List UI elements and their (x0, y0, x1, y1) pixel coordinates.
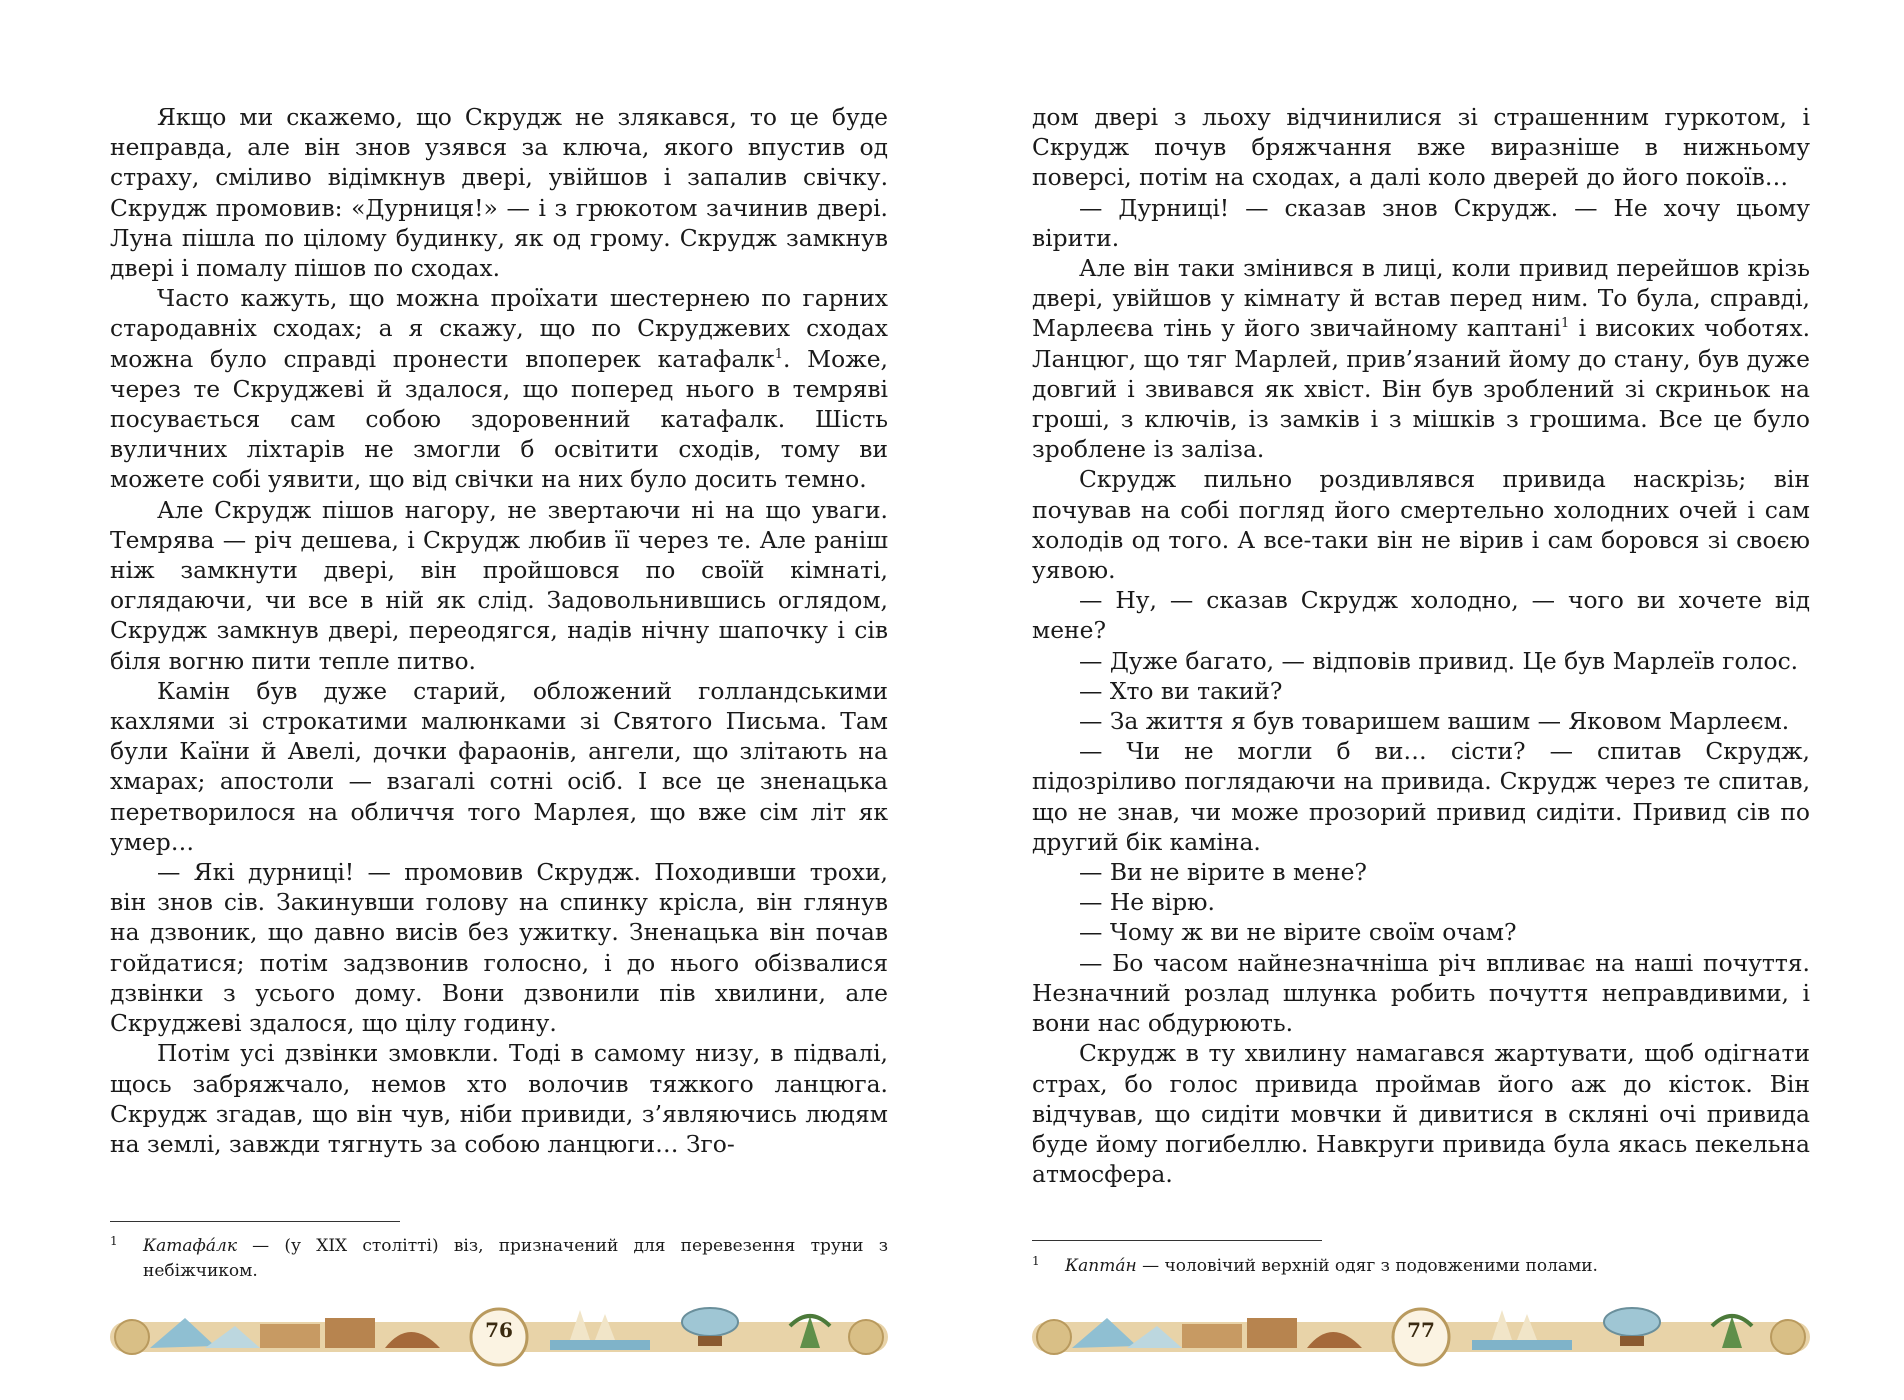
paragraph: Скрудж пильно роздивлявся привида наскрізь; він почував на собі погляд його смертельно холодних очей і сам холодів од того. А все-таки він не вірив і сам боровся зі своєю уявою. (1032, 465, 1810, 585)
footnote-text: — чоловічий верхній одяг з подовженими полами. (1136, 1256, 1598, 1276)
footnote-text: — (у XIX столітті) віз, призначений для перевезення труни з небіжчиком. (143, 1236, 888, 1281)
paragraph: — Ну, — сказав Скрудж холодно, — чого ви хочете від мене? (1032, 586, 1810, 645)
paragraph: — Ви не вірите в мене? (1079, 858, 1367, 887)
footnote-number: 1 (1032, 1254, 1040, 1268)
footnote-body (110, 1234, 888, 1284)
footnote-rule (1032, 1240, 1322, 1241)
left-page (110, 0, 888, 1400)
paragraph (110, 283, 888, 494)
paragraph: Скрудж в ту хвилину намагався жартувати, щоб одігнати страх, бо голос привида проймав його аж до кісток. Він відчував, що сидіти мовчки й дивитися в скляні очі привида буде йому погибеллю. Навкруги привида була якась пекельна атмосфера. (1032, 1039, 1810, 1189)
footnote-marker: 1 (1561, 316, 1570, 332)
right-page (1032, 0, 1810, 1400)
footnote-number: 1 (110, 1234, 118, 1248)
paragraph-text-tail: . Може, через те Скруджеві й здалося, що поперед нього в темряві посувається сам собою здоровенний катафалк. Шість вуличних ліхтарів не змогли б освітити сходів, тому ви можете собі уявити, що від свічки на них було досить темно. (110, 344, 888, 494)
footnote-marker: 1 (774, 346, 784, 362)
paragraph-text: Часто кажуть, що можна проїхати шестернею по гарних стародавніх сходах; а я скажу, що по Скруджевих сходах можна було справді пронести впоперек катафалк (110, 284, 888, 373)
footnote-term: Катафа́лк (143, 1236, 237, 1256)
left-page-body (110, 102, 888, 1159)
paragraph: Але Скрудж пішов нагору, не звертаючи ні на що уваги. Темрява — річ дешева, і Скрудж любив її через те. Але раніш ніж замкнути двері, він пройшовся по своїй кімнаті, оглядаючи, чи все в ній як слід. Задовольнившись оглядом, Скрудж замкнув двері, переодягся, надів нічну шапочку і сів біля вогню пити тепле питво. (110, 495, 888, 675)
paragraph: — Дуже багато, — відповів привид. Це був Марлеїв голос. (1079, 646, 1799, 675)
footnote (110, 1234, 888, 1284)
decorative-page-ribbon (110, 1296, 888, 1376)
paragraph: — Не вірю. (1079, 888, 1215, 917)
right-page-body (1032, 102, 1810, 1189)
paragraph: — Чому ж ви не вірите своїм очам? (1079, 918, 1517, 947)
page-number: 76 (485, 1318, 513, 1342)
page-number: 77 (1407, 1318, 1435, 1342)
paragraph: Якщо ми скажемо, що Скрудж не злякався, то це буде неправда, але він знов узявся за ключа, якого впустив од страху, сміливо відімкнув двері, увійшов і запалив свічку. Скрудж промовив: «Дурниця!» — і з грюкотом зачинив двері. Луна пішла по цілому будинку, як од грому. Скрудж замкнув двері і помалу пішов по сходах. (110, 103, 888, 283)
paragraph-text-tail: і високих чоботях. Ланцюг, що тяг Марлей, прив’язаний йому до стану, був дуже довгий і звивався як хвіст. Він був зроблений зі скриньок на гроші, з ключів, із замків і з мішків з грошима. Все це було зроблене із заліза. (1032, 314, 1810, 464)
paragraph: — Чи не могли б ви… сісти? — спитав Скрудж, підозріливо поглядаючи на привида. Скрудж через те спитав, що не знав, чи може прозорий привид сидіти. Привид сів по другий бік каміна. (1032, 737, 1810, 856)
footnote-body (1032, 1254, 1810, 1279)
footnote-term: Капта́н (1065, 1256, 1137, 1276)
paragraph: — Бо часом найнезначніша річ впливає на наші почуття. Незначний розлад шлунка робить почуття неправдивими, і вони нас обдурюють. (1032, 948, 1810, 1038)
paragraph: — Хто ви такий? (1079, 676, 1283, 705)
paragraph: Потім усі дзвінки змовкли. Тоді в самому низу, в підвалі, щось забряжчало, немов хто волочив тяжкого ланцюга. Скрудж згадав, що він чув, ніби привиди, з’являючись людям на землі, завжди тягнуть за собою ланцюги… Зго- (110, 1039, 888, 1158)
paragraph (1032, 253, 1810, 464)
paragraph-continued: дом двері з льоху відчинилися зі страшенним гуркотом, і Скрудж почув бряжчання вже виразніше в нижньому поверсі, потім на сходах, а далі коло дверей до його покоїв… (1032, 103, 1810, 192)
footnote-rule (110, 1221, 400, 1222)
decorative-page-ribbon (1032, 1296, 1810, 1376)
footnote (1032, 1254, 1810, 1279)
paragraph: Камін був дуже старий, обложений голландськими кахлями зі строкатими малюнками зі Святого Письма. Там були Каїни й Авелі, дочки фараонів, ангели, що злітають на хмарах; апостоли — взагалі сотні осіб. І все це зненацька перетворилося на обличчя того Марлея, що вже сім літ як умер… (110, 676, 888, 856)
paragraph: — Які дурниці! — промовив Скрудж. Походивши трохи, він знов сів. Закинувши голову на спинку крісла, він глянув на дзвоник, що давно висів без ужитку. Зненацька він почав гойдатися; потім задзвонив голосно, і до нього обізвалися дзвінки з усього дому. Вони дзвонили пів хвилини, але Скруджеві здалося, що цілу годину. (110, 858, 888, 1038)
paragraph-text: Але він таки змінився в лиці, коли привид перейшов крізь двері, увійшов у кімнату й встав перед ним. То була, справді, Марлеєва тінь у його звичайному каптані (1032, 254, 1810, 343)
paragraph: — За життя я був товаришем вашим — Яковом Марлеєм. (1079, 707, 1790, 736)
paragraph: — Дурниці! — сказав знов Скрудж. — Не хочу цьому вірити. (1032, 193, 1810, 252)
